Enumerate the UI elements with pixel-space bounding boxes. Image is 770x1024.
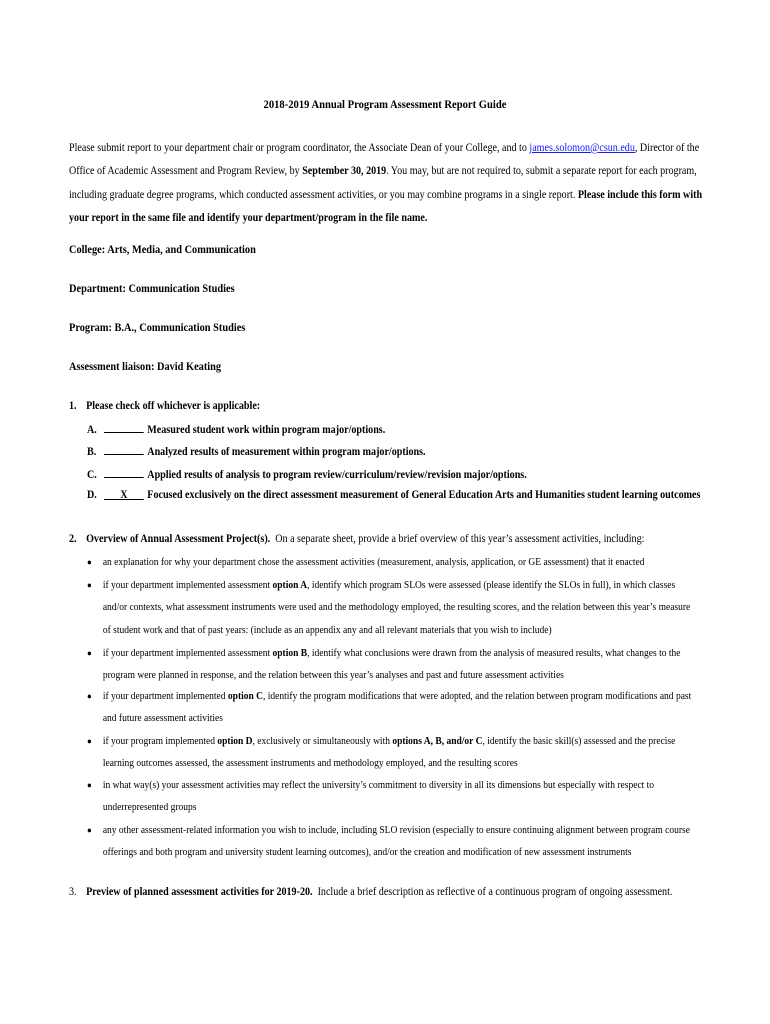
bullet-bold: option D (217, 735, 253, 747)
bullet-icon: ● (87, 580, 92, 590)
bullet-text: if your department implemented assessment (102, 647, 273, 659)
bullet-text: , identify which program SLOs were assessed (please identify the SLOs in full), in which classes and/or contexts, what assessment instruments were used and the methodology employed, the resulting scores, and the relation between this year’s measure of student work and that of past years: (include as an appendix any and all relevant materials that you wish to include) (102, 579, 691, 636)
q2-lead-text: On a separate sheet, provide a brief overview of this year’s assessment activities, including: (275, 533, 645, 545)
intro-text-3: . You may, but are not required to, submit a separate report for each program, including graduate degree programs, which conducted assessment activities, or you may combine programs in a single report. (69, 165, 697, 201)
q1-number: 1. (69, 400, 77, 412)
bullet-text: , identify the basic skill(s) assessed and the precise learning outcomes assessed, the assessment instruments and methodology employed, and the resulting scores (102, 735, 676, 770)
bullet-text: , exclusively or simultaneously with (252, 735, 393, 747)
option-c-checkbox-blank[interactable] (104, 467, 144, 478)
q3-lead-text: Include a brief description as reflective of a continuous program of ongoing assessment. (317, 886, 673, 898)
bullet-bold: options A, B, and/or C (392, 735, 483, 747)
option-a-checkbox-blank[interactable] (104, 422, 144, 433)
liaison-field: Assessment liaison: David Keating (69, 361, 222, 373)
option-text: Measured student work within program major/options. (147, 424, 386, 436)
q1-heading (69, 400, 260, 412)
q2-bullet-3 (87, 642, 694, 687)
q2-bullet-7 (87, 819, 694, 864)
q2-heading-text: Overview of Annual Assessment Project(s). (86, 533, 271, 545)
bullet-bold: option B (272, 647, 308, 659)
option-letter: A. (87, 424, 97, 436)
option-text: Applied results of analysis to program review/curriculum/review/revision major/options. (147, 469, 527, 481)
q1-option-b (87, 444, 426, 458)
bullet-bold: option A (272, 579, 308, 591)
q1-heading-text: Please check off whichever is applicable: (86, 400, 261, 412)
bullet-text: if your department implemented assessment (102, 579, 273, 591)
bullet-icon: ● (87, 691, 92, 701)
bullet-text: , identify what conclusions were drawn from the analysis of measured results, what changes to the program were planned in response, and the relation between this year’s analyses and past and future assessment activities (102, 647, 681, 682)
bullet-text: if your program implemented (102, 735, 218, 747)
q3-heading (69, 886, 672, 898)
option-letter: D. (87, 489, 97, 501)
department-field: Department: Communication Studies (69, 283, 235, 295)
option-letter: C. (87, 469, 97, 481)
bullet-bold: option C (227, 690, 264, 702)
q2-bullet-1 (87, 551, 694, 573)
q1-option-a (87, 422, 385, 436)
program-field: Program: B.A., Communication Studies (69, 322, 246, 334)
q2-bullet-6 (87, 774, 694, 819)
q2-number: 2. (69, 533, 77, 545)
college-field: College: Arts, Media, and Communication (69, 244, 256, 256)
bullet-text: an explanation for why your department chose the assessment activities (measurement, analysis, application, or GE assessment) that it enacted (102, 556, 645, 568)
intro-text-2: , Director of the Office of Academic Assessment and Program Review, by (69, 142, 700, 178)
bullet-text: if your department implemented (102, 690, 228, 702)
document-title: 2018-2019 Annual Program Assessment Report Guide (263, 99, 507, 111)
option-text: Analyzed results of measurement within program major/options. (147, 446, 426, 458)
q2-bullet-5 (87, 730, 694, 775)
bullet-text: any other assessment-related information you wish to include, including SLO revision (especially to ensure continuing alignment between program course offerings and both program and university student learning outcomes), and/or the creation and modification of new assessment instruments (102, 824, 690, 859)
bullet-icon: ● (87, 557, 92, 567)
bullet-text: , identify the program modifications that were adopted, and the relation between program modifications and past and future assessment activities (102, 690, 692, 725)
q1-option-c (87, 467, 527, 481)
intro-bold-note: Please include this form with your report in the same file and identify your department/program in the file name. (69, 188, 703, 224)
q3-heading-text: Preview of planned assessment activities for 2019-20. (86, 886, 313, 898)
q2-bullet-2 (87, 574, 694, 641)
deadline-date: September 30, 2019 (302, 165, 387, 178)
q1-option-d (87, 489, 700, 501)
option-letter: B. (87, 446, 97, 458)
bullet-icon: ● (87, 648, 92, 658)
q2-heading (69, 533, 644, 545)
q2-bullet-4 (87, 685, 694, 730)
intro-text-1: Please submit report to your department chair or program coordinator, the Associate Dean of your College, and to (69, 142, 530, 154)
bullet-text: in what way(s) your assessment activities may reflect the university’s commitment to diversity in all its dimensions but especially with respect to underrepresented groups (102, 779, 655, 814)
intro-paragraph (69, 137, 709, 230)
q3-number: 3. (69, 886, 77, 898)
option-b-checkbox-blank[interactable] (104, 444, 144, 455)
email-link[interactable]: james.solomon@csun.edu (529, 142, 635, 154)
bullet-icon: ● (87, 780, 92, 790)
bullet-icon: ● (87, 736, 92, 746)
option-d-checkbox-blank[interactable]: X (104, 489, 144, 500)
option-text: Focused exclusively on the direct assessment measurement of General Education Arts and Humanities student learning outcomes (147, 489, 701, 501)
bullet-icon: ● (87, 825, 92, 835)
